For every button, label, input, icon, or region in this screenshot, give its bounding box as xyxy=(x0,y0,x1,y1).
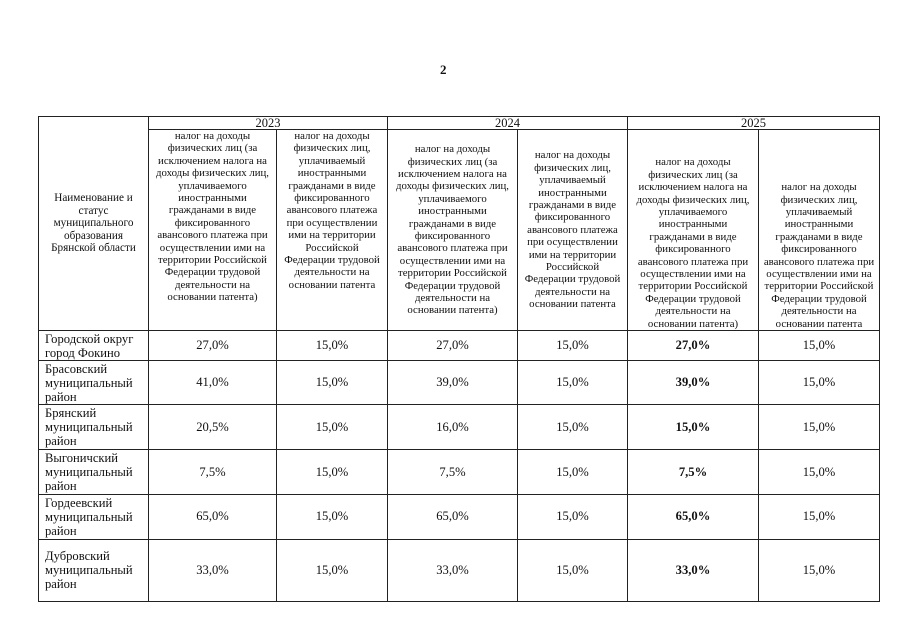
rate-cell: 15,0% xyxy=(759,405,880,450)
municipality-name: Городской округ город Фокино xyxy=(39,331,149,361)
col-header-2023-patent: налог на доходы физических лиц, уплачиваемый иностранными гражданами в виде фиксированного авансового платежа при осуществлении ими на территории Российской Федерации трудовой деятельности на основании патента xyxy=(277,130,388,331)
rate-cell: 15,0% xyxy=(518,450,628,494)
rate-cell: 15,0% xyxy=(628,405,759,450)
rate-cell: 15,0% xyxy=(277,361,388,405)
column-header-row xyxy=(39,130,880,331)
municipality-name: Брасовский муниципальный район xyxy=(39,361,149,405)
col-header-2024-patent: налог на доходы физических лиц, уплачиваемый иностранными гражданами в виде фиксированного авансового платежа при осуществлении ими на территории Российской Федерации трудовой деятельности на основании патента xyxy=(518,130,628,331)
rate-cell: 15,0% xyxy=(759,450,880,494)
rate-cell: 33,0% xyxy=(628,539,759,601)
table-row xyxy=(39,361,880,405)
rate-cell: 15,0% xyxy=(518,331,628,361)
rate-cell: 15,0% xyxy=(277,539,388,601)
rate-cell: 33,0% xyxy=(388,539,518,601)
rate-cell: 15,0% xyxy=(277,450,388,494)
municipality-name: Дубровский муниципальный район xyxy=(39,539,149,601)
rate-cell: 65,0% xyxy=(149,494,277,539)
rate-cell: 7,5% xyxy=(388,450,518,494)
rate-cell: 15,0% xyxy=(518,494,628,539)
rate-cell: 7,5% xyxy=(149,450,277,494)
tax-rate-table xyxy=(38,116,880,602)
year-header-2024: 2024 xyxy=(388,117,628,130)
table-row xyxy=(39,331,880,361)
rate-cell: 65,0% xyxy=(628,494,759,539)
rate-cell: 39,0% xyxy=(628,361,759,405)
rate-cell: 39,0% xyxy=(388,361,518,405)
rate-cell: 65,0% xyxy=(388,494,518,539)
rate-cell: 7,5% xyxy=(628,450,759,494)
rate-cell: 15,0% xyxy=(518,405,628,450)
year-header-row xyxy=(39,117,880,130)
rate-cell: 33,0% xyxy=(149,539,277,601)
table-row xyxy=(39,405,880,450)
rate-cell: 27,0% xyxy=(388,331,518,361)
rate-cell: 20,5% xyxy=(149,405,277,450)
rate-cell: 15,0% xyxy=(277,405,388,450)
table-row xyxy=(39,494,880,539)
municipality-name: Брянский муниципальный район xyxy=(39,405,149,450)
col-header-2023-general: налог на доходы физических лиц (за исключением налога на доходы физических лиц, уплачиваемого иностранными гражданами в виде фиксированного авансового платежа при осуществлении ими на территории Российской Федерации трудовой деятельности на основании патента) xyxy=(149,130,277,331)
col-header-2024-general: налог на доходы физических лиц (за исключением налога на доходы физических лиц, уплачиваемого иностранными гражданами в виде фиксированного авансового платежа при осуществлении ими на территории Российской Федерации трудовой деятельности на основании патента) xyxy=(388,130,518,331)
rate-cell: 15,0% xyxy=(759,494,880,539)
rate-cell: 15,0% xyxy=(518,539,628,601)
table-row xyxy=(39,450,880,494)
rate-cell: 15,0% xyxy=(759,539,880,601)
rate-cell: 15,0% xyxy=(277,494,388,539)
rate-cell: 15,0% xyxy=(277,331,388,361)
year-header-2025: 2025 xyxy=(628,117,880,130)
municipality-column-header: Наименование и статус муниципального образования Брянской области xyxy=(39,117,149,331)
rate-cell: 27,0% xyxy=(628,331,759,361)
rate-cell: 27,0% xyxy=(149,331,277,361)
year-header-2023: 2023 xyxy=(149,117,388,130)
rate-cell: 15,0% xyxy=(759,331,880,361)
municipality-name: Гордеевский муниципальный район xyxy=(39,494,149,539)
col-header-2025-patent: налог на доходы физических лиц, уплачиваемый иностранными гражданами в виде фиксированного авансового платежа при осуществлении ими на территории Российской Федерации трудовой деятельности на основании патента xyxy=(759,130,880,331)
rate-cell: 41,0% xyxy=(149,361,277,405)
rate-cell: 15,0% xyxy=(518,361,628,405)
rate-cell: 15,0% xyxy=(759,361,880,405)
rate-cell: 16,0% xyxy=(388,405,518,450)
page-number: 2 xyxy=(440,62,447,77)
col-header-2025-general: налог на доходы физических лиц (за исключением налога на доходы физических лиц, уплачиваемого иностранными гражданами в виде фиксированного авансового платежа при осуществлении ими на территории Российской Федерации трудовой деятельности на основании патента) xyxy=(628,130,759,331)
municipality-name: Выгоничский муниципальный район xyxy=(39,450,149,494)
table-row xyxy=(39,539,880,601)
